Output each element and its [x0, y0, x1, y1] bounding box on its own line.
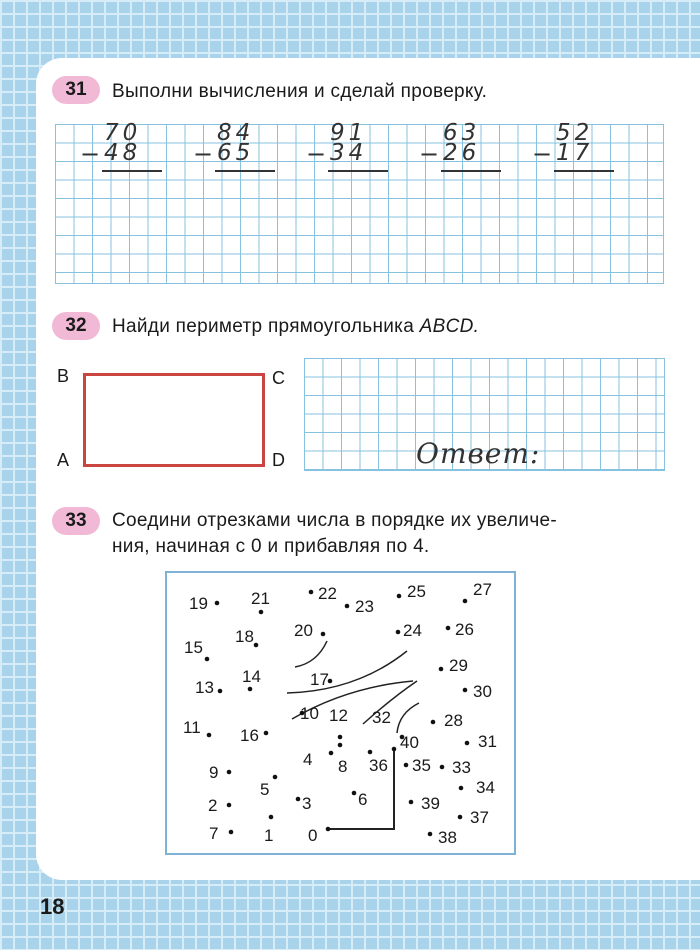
minus-sign: − [193, 140, 218, 168]
dot-label-9: 9 [209, 763, 219, 782]
dot-38[interactable] [428, 832, 433, 837]
dot-label-36: 36 [369, 756, 388, 775]
vertex-c: C [272, 368, 285, 388]
dot-label-16: 16 [240, 726, 259, 745]
dot-7[interactable] [229, 830, 234, 835]
dot-label-14: 14 [242, 667, 261, 686]
minuend: 84 [217, 120, 255, 146]
dot-label-13: 13 [195, 678, 214, 697]
subtrahend: 65 [217, 140, 255, 166]
dot-label-28: 28 [444, 711, 463, 730]
dot-label-22: 22 [318, 584, 337, 603]
dot-label-40: 40 [400, 733, 419, 752]
guide-curve-2 [287, 651, 407, 693]
result-line [441, 170, 501, 172]
dot-6[interactable] [352, 791, 357, 796]
subtrahend: 34 [330, 140, 368, 166]
dot-8[interactable] [338, 743, 343, 748]
dot-23[interactable] [345, 604, 350, 609]
dot-39[interactable] [409, 800, 414, 805]
dot-33[interactable] [440, 765, 445, 770]
minuend: 70 [104, 120, 142, 146]
dot-36[interactable] [368, 750, 373, 755]
minus-sign: − [419, 140, 444, 168]
dot-20[interactable] [321, 632, 326, 637]
task-32-badge: 32 [52, 312, 100, 340]
subtraction-problem [80, 120, 168, 178]
dot-label-4: 4 [303, 750, 313, 769]
task-32-instruction: Найди периметр прямоугольника [112, 316, 415, 337]
dot-40[interactable] [392, 747, 397, 752]
dot-label-15: 15 [184, 638, 203, 657]
subtrahend: 17 [556, 140, 594, 166]
subtraction-problem [419, 120, 507, 178]
task-33-text-line2: ния, начиная с 0 и прибавляя по 4. [112, 536, 430, 557]
dot-31[interactable] [465, 741, 470, 746]
dot-label-29: 29 [449, 656, 468, 675]
result-line [215, 170, 275, 172]
dot-30[interactable] [463, 688, 468, 693]
result-line [554, 170, 614, 172]
subtraction-problem [193, 120, 281, 178]
dot-label-27: 27 [473, 580, 492, 599]
vertex-d: D [272, 450, 285, 470]
vertex-a: A [57, 450, 70, 470]
dot-label-7: 7 [209, 824, 219, 843]
dot-label-31: 31 [478, 732, 497, 751]
dot-13[interactable] [218, 689, 223, 694]
dot-label-17: 17 [310, 670, 329, 689]
dot-5[interactable] [273, 775, 278, 780]
dot-21[interactable] [259, 610, 264, 615]
dot-26[interactable] [446, 626, 451, 631]
dot-label-38: 38 [438, 828, 457, 847]
minus-sign: − [532, 140, 557, 168]
dot-16[interactable] [264, 731, 269, 736]
subtrahend: 48 [104, 140, 142, 166]
task-31-text: Выполни вычисления и сделай проверку. [112, 81, 488, 102]
dot-label-33: 33 [452, 758, 471, 777]
dot-label-3: 3 [302, 794, 312, 813]
minuend: 52 [556, 120, 594, 146]
subtraction-problem [532, 120, 620, 178]
dot-9[interactable] [227, 770, 232, 775]
connect-dots-canvas[interactable] [167, 573, 514, 853]
minuend: 63 [443, 120, 481, 146]
dot-label-5: 5 [260, 780, 270, 799]
minus-sign: − [306, 140, 331, 168]
result-line [328, 170, 388, 172]
dot-label-19: 19 [189, 594, 208, 613]
dot-label-11: 11 [183, 718, 201, 737]
dot-19[interactable] [215, 601, 220, 606]
task-33-text-line1: Соедини отрезками числа в порядке их увеличе- [112, 510, 558, 531]
minuend: 91 [330, 120, 368, 146]
dot-28[interactable] [431, 720, 436, 725]
dot-11[interactable] [207, 733, 212, 738]
subtrahend: 26 [443, 140, 481, 166]
dot-37[interactable] [458, 815, 463, 820]
dot-label-10: 10 [300, 704, 319, 723]
task-32-text [112, 316, 479, 338]
vertex-b: B [57, 366, 70, 386]
minus-sign: − [80, 140, 105, 168]
guide-curve-1 [295, 641, 327, 667]
dot-label-0: 0 [308, 826, 318, 845]
dot-label-2: 2 [208, 796, 218, 815]
dot-label-6: 6 [358, 790, 368, 809]
dot-label-23: 23 [355, 597, 374, 616]
dot-12[interactable] [338, 735, 343, 740]
dot-label-21: 21 [251, 589, 270, 608]
task-33-badge: 33 [52, 507, 100, 535]
result-line [102, 170, 162, 172]
dot-22[interactable] [309, 590, 314, 595]
dot-34[interactable] [459, 786, 464, 791]
dot-label-12: 12 [329, 706, 348, 725]
task-31-badge: 31 [52, 76, 100, 104]
dot-3[interactable] [296, 797, 301, 802]
dot-label-25: 25 [407, 582, 426, 601]
dot-label-18: 18 [235, 627, 254, 646]
task-32-rectangle-name: ABCD. [419, 316, 480, 337]
dot-18[interactable] [254, 643, 259, 648]
dot-label-20: 20 [294, 621, 313, 640]
dot-label-32: 32 [372, 708, 391, 727]
dot-label-35: 35 [412, 756, 431, 775]
connect-dots-box[interactable] [165, 571, 516, 855]
dot-label-8: 8 [338, 757, 348, 776]
dot-label-34: 34 [476, 778, 495, 797]
dot-label-24: 24 [403, 621, 422, 640]
rectangle-abcd [83, 373, 265, 467]
dot-14[interactable] [248, 687, 253, 692]
answer-label: Ответ: [416, 437, 541, 470]
page-number: 18 [40, 894, 65, 919]
dot-label-39: 39 [421, 794, 440, 813]
dot-27[interactable] [463, 599, 468, 604]
dot-label-1: 1 [264, 826, 274, 845]
dot-0[interactable] [326, 827, 331, 832]
dot-35[interactable] [404, 763, 409, 768]
guide-curve-5 [397, 703, 419, 733]
subtraction-problem [306, 120, 394, 178]
dot-label-37: 37 [470, 808, 489, 827]
dot-29[interactable] [439, 667, 444, 672]
dot-2[interactable] [227, 803, 232, 808]
dot-4[interactable] [329, 751, 334, 756]
dot-1[interactable] [269, 815, 274, 820]
dot-25[interactable] [397, 594, 402, 599]
dot-label-26: 26 [455, 620, 474, 639]
dot-label-30: 30 [473, 682, 492, 701]
dot-15[interactable] [205, 657, 210, 662]
dot-24[interactable] [396, 630, 401, 635]
